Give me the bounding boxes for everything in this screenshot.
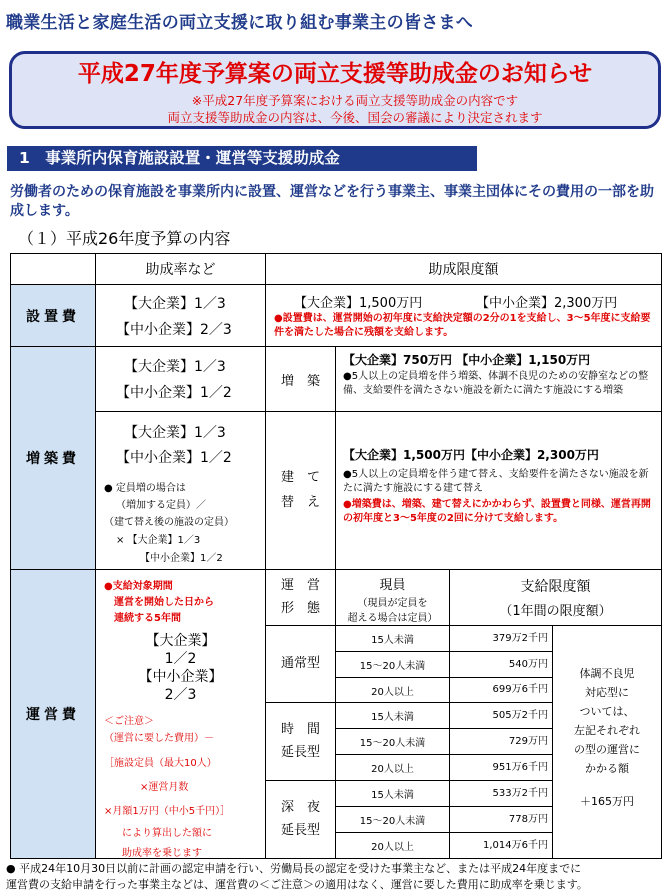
footer-note-line-1: ● 平成24年10月30日以前に計画の認定申請を行い、労働局長の認定を受けた事業主など、または平成24年度までに — [6, 862, 582, 875]
unei-group-name: 時 間 延長型 — [265, 702, 336, 781]
unei-capacity: 15～20人未満 — [335, 728, 450, 755]
title-note-1: ※平成27年度予算案における両立支援等助成金の内容です — [191, 93, 519, 108]
zochiku-b-note-2: ●増築費は、増築、建て替えにかかわらず、設置費と同様、運営再開の初年度と3～5年度の2回に分けて支給します。 — [343, 499, 651, 524]
unei-caution-2: （運営に要した費用）－ — [104, 733, 214, 744]
unei-rate-small-value: 2／3 — [164, 687, 197, 703]
unei-amount-header — [449, 569, 662, 626]
unei-capacity-header-3: 超える場合は定員） — [347, 613, 438, 624]
unei-side-note-7: ＋165万円 — [580, 795, 634, 808]
zochiku-b-rate-small: 【中小企業】1／2 — [116, 450, 232, 466]
unei-amount: 533万2千円 — [449, 780, 553, 807]
header-line: 職業生活と家庭生活の両立支援に取り組む事業主の皆さまへ — [6, 13, 474, 33]
setchi-note: ●設置費は、運営開始の初年度に支給決定額の2分の1を支給し、3～5年度に支給要件を満たした場合に残額を支給します。 — [274, 313, 651, 338]
zochiku-a-rate-small: 【中小企業】1／2 — [116, 385, 232, 401]
unei-amount: 540万円 — [449, 651, 553, 678]
zochiku-b-cond-2: （増加する定員）／ — [116, 500, 206, 511]
table-corner — [10, 253, 96, 285]
unei-caution-6: により算出した額に — [122, 828, 212, 839]
unei-caution-5: ×月額1万円（中小5千円）］ — [104, 806, 231, 817]
unei-amount: 1,014万6千円 — [449, 832, 553, 859]
unei-amount: 699万6千円 — [449, 677, 553, 703]
section-title: 1 事業所内保育施設設置・運営等支援助成金 — [7, 146, 477, 171]
unei-rate — [95, 569, 266, 859]
unei-side-note-1: 体調不良児 — [579, 667, 635, 680]
unei-caution-4: ×運営月数 — [140, 782, 189, 793]
setchi-rate — [95, 284, 266, 347]
unei-group-name: 通常型 — [265, 625, 336, 703]
zochiku-a-limit — [335, 346, 662, 412]
unei-capacity: 15人未満 — [335, 625, 450, 652]
unei-amount-header-2: （1年間の限度額） — [499, 604, 612, 619]
zochiku-a-rate-large: 【大企業】1／3 — [124, 359, 226, 375]
unei-capacity: 20人以上 — [335, 754, 450, 781]
setchi-limit-large: 【大企業】1,500万円 — [294, 296, 423, 311]
row-label-zochiku: 増築費 — [10, 346, 96, 570]
zochiku-a-type: 増 築 — [265, 346, 336, 412]
setchi-limit — [265, 284, 662, 347]
unei-group-name: 深 夜 延長型 — [265, 780, 336, 859]
zochiku-b-note-1: ●5人以上の定員増を伴う建て替え、支給要件を満たさない施設を新たに満たす施設にする建て替え — [343, 469, 649, 494]
unei-period-1: ●支給対象期間 — [104, 581, 173, 592]
unei-amount: 778万円 — [449, 806, 553, 833]
footer-note-line-2: 運営費の支給申請を行った事業主などは、運営費の＜ご注意＞の適用はなく、運営に要した費用に助成率を乗じます。 — [6, 878, 588, 891]
unei-rate-small-label: 【中小企業】 — [138, 669, 223, 685]
setchi-limit-small: 【中小企業】2,300万円 — [476, 296, 618, 311]
setchi-rate-large: 【大企業】1／3 — [124, 296, 226, 312]
unei-form-header: 運 営 形 態 — [265, 569, 336, 626]
unei-capacity: 15人未満 — [335, 780, 450, 807]
zochiku-b-rate-large: 【大企業】1／3 — [124, 425, 226, 441]
zochiku-b-cond-4: × 【大企業】1／3 — [116, 535, 201, 546]
unei-side-note-6: かかる額 — [585, 762, 629, 775]
zochiku-b-cond-3: （建て替え後の施設の定員） — [104, 517, 234, 528]
unei-side-note-2: 対応型に — [585, 686, 629, 699]
unei-capacity: 15～20人未満 — [335, 651, 450, 678]
setchi-rate-small: 【中小企業】2／3 — [116, 322, 232, 338]
footer-note — [6, 861, 666, 893]
row-label-setchi: 設置費 — [10, 284, 96, 347]
row-label-unei: 運営費 — [10, 569, 96, 859]
unei-side-note-4: 左記それぞれ — [574, 724, 640, 737]
unei-amount-header-1: 支給限度額 — [520, 579, 591, 595]
unei-capacity: 15～20人未満 — [335, 806, 450, 833]
unei-period-3: 連続する5年間 — [114, 613, 181, 624]
unei-amount: 729万円 — [449, 728, 553, 755]
header-limit: 助成限度額 — [265, 253, 662, 285]
zochiku-b-limit-text: 【大企業】1,500万円【中小企業】2,300万円 — [343, 448, 599, 462]
unei-caution-3: ［施設定員（最大10人） — [104, 758, 217, 769]
unei-capacity: 20人以上 — [335, 677, 450, 703]
subsidy-table — [10, 253, 662, 859]
zochiku-b-type: 建 て 替 え — [265, 411, 336, 570]
page-title: 平成27年度予算案の両立支援等助成金のお知らせ — [77, 61, 593, 87]
zochiku-a-note: ●5人以上の定員増を伴う増築、体調不良児のための安静室などの整備、支給要件を満たさない施設を新たに満たす施設にする増築 — [343, 371, 649, 396]
unei-capacity-header — [335, 569, 450, 626]
unei-amount: 505万2千円 — [449, 702, 553, 729]
title-note-2: 両立支援等助成金の内容は、今後、国会の審議により決定されます — [167, 110, 543, 125]
unei-capacity: 15人未満 — [335, 702, 450, 729]
zochiku-a-rate — [95, 346, 266, 412]
unei-capacity-header-2: （現員が定員を — [357, 598, 428, 609]
unei-caution-7: 助成率を乗じます — [122, 848, 202, 859]
zochiku-b-cond-5: 【中小企業】1／2 — [140, 553, 223, 564]
zochiku-b-cond-1: ● 定員増の場合は — [104, 483, 186, 494]
unei-side-note — [552, 625, 662, 859]
unei-rate-large-label: 【大企業】 — [145, 633, 216, 649]
unei-amount: 379万2千円 — [449, 625, 553, 652]
zochiku-a-limit-text: 【大企業】750万円 【中小企業】1,150万円 — [343, 353, 591, 367]
unei-side-note-5: の型の運営に — [574, 743, 640, 756]
unei-amount: 951万6千円 — [449, 754, 553, 781]
unei-capacity: 20人以上 — [335, 832, 450, 859]
zochiku-b-rate — [95, 411, 266, 570]
unei-side-note-3: ついては、 — [579, 705, 635, 718]
title-box — [9, 51, 661, 129]
zochiku-b-limit — [335, 411, 662, 570]
unei-period-2: 運営を開始した日から — [114, 597, 214, 608]
header-rate: 助成率など — [95, 253, 266, 285]
unei-rate-large-value: 1／2 — [164, 651, 197, 667]
section-subhead: （１）平成26年度予算の内容 — [18, 229, 231, 248]
section-lead: 労働者のための保育施設を事業所内に設置、運営などを行う事業主、事業主団体にその費用の一部を助成します。 — [10, 184, 654, 219]
unei-capacity-header-1: 現員 — [379, 578, 406, 593]
unei-caution-1: ＜ご注意＞ — [104, 716, 154, 727]
